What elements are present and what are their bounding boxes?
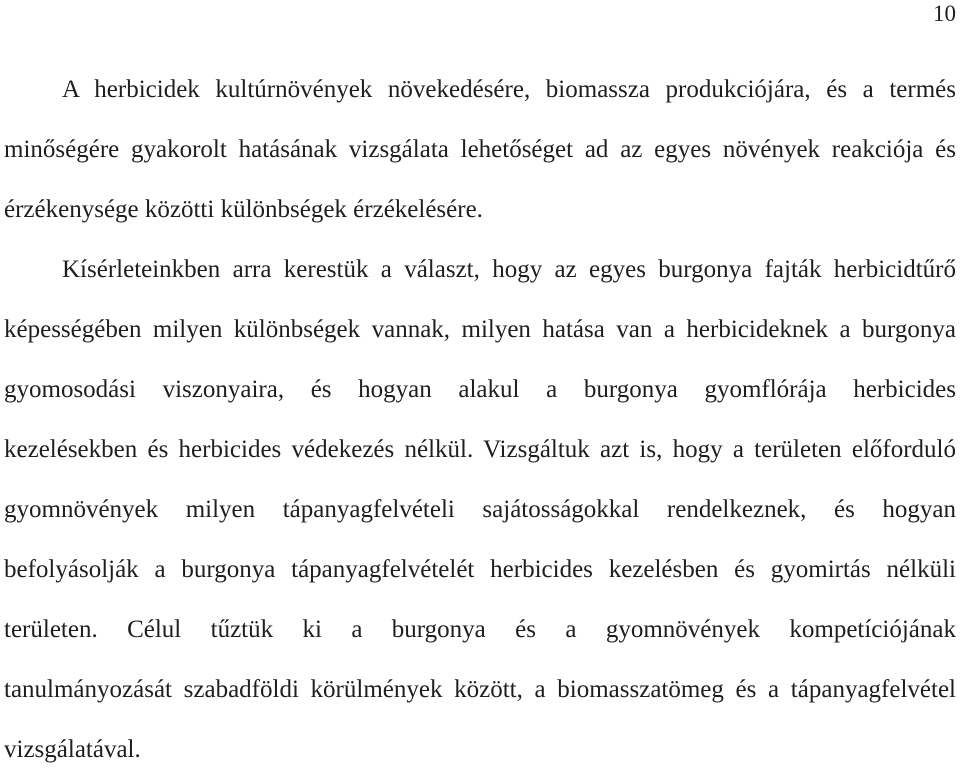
paragraph-1	[4, 75, 956, 225]
text-line: befolyásolják a burgonya tápanyagfelvételét herbicides kezelésben és gyomirtás nélküli	[4, 556, 956, 583]
body-text	[4, 75, 956, 765]
text-line: Kísérleteinkben arra kerestük a választ, hogy az egyes burgonya fajták herbicidtűrő	[62, 256, 956, 283]
paragraph-2	[4, 255, 956, 765]
text-line: gyomosodási viszonyaira, és hogyan alakul a burgonya gyomflórája herbicides	[4, 376, 956, 403]
text-line: érzékenysége közötti különbségek érzékelésére.	[4, 196, 483, 223]
text-line: gyomnövények milyen tápanyagfelvételi sajátosságokkal rendelkeznek, és hogyan	[4, 496, 956, 523]
page-number: 10	[933, 1, 956, 26]
text-line: minőségére gyakorolt hatásának vizsgálata lehetőséget ad az egyes növények reakciója és	[4, 136, 956, 163]
text-line: területen. Célul tűztük ki a burgonya és a gyomnövények kompetíciójának	[4, 616, 956, 643]
text-line: kezelésekben és herbicides védekezés nélkül. Vizsgáltuk azt is, hogy a területen előforduló	[4, 436, 956, 463]
text-line: A herbicidek kultúrnövények növekedésére, biomassza produkciójára, és a termés	[62, 76, 956, 103]
text-line: képességében milyen különbségek vannak, milyen hatása van a herbicideknek a burgonya	[4, 316, 956, 343]
text-line: vizsgálatával.	[4, 736, 141, 763]
text-line: tanulmányozását szabadföldi körülmények között, a biomasszatömeg és a tápanyagfelvétel	[4, 676, 956, 703]
